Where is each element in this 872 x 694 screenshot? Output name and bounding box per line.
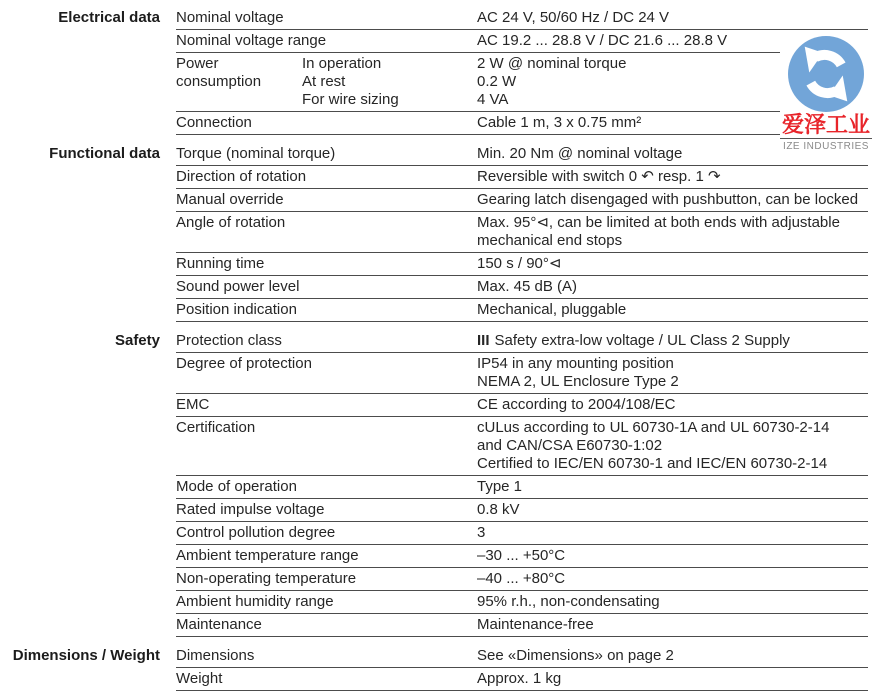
value-text: Type 1: [477, 478, 523, 495]
value-text: mechanical end stops: [477, 232, 623, 249]
value-text: 0.2 W: [477, 73, 517, 90]
property-label: Running time: [176, 255, 265, 272]
value-text: Approx. 1 kg: [477, 670, 562, 687]
sub-property-label: For wire sizing: [302, 91, 399, 108]
table-row: [176, 166, 868, 189]
value-rest: Safety extra-low voltage / UL Class 2 Supply: [494, 332, 790, 349]
value-text: Max. 95°⊲, can be limited at both ends with adjustable: [477, 214, 840, 231]
property-label: Torque (nominal torque): [176, 145, 336, 162]
value-bold-prefix: III: [477, 332, 490, 349]
value-text: IP54 in any mounting position: [477, 355, 674, 372]
section-label: Safety: [114, 332, 160, 349]
sub-property-label: At rest: [302, 73, 346, 90]
table-row: [176, 645, 868, 668]
value-text: Maintenance-free: [477, 616, 594, 633]
table-row: [176, 7, 868, 30]
value-text: Gearing latch disengaged with pushbutton, can be locked: [477, 191, 859, 208]
property-label: Rated impulse voltage: [176, 501, 325, 518]
value-text: 95% r.h., non-condensating: [477, 593, 660, 610]
table-row: [176, 212, 868, 253]
property-label: Ambient humidity range: [176, 593, 334, 610]
section-label: Electrical data: [58, 9, 160, 26]
value-text: and CAN/CSA E60730-1:02: [477, 437, 663, 454]
property-label: Certification: [176, 419, 256, 436]
property-label: Nominal voltage: [176, 9, 284, 26]
table-row: [176, 299, 868, 322]
property-label: Manual override: [176, 191, 284, 208]
table-row: [176, 568, 868, 591]
value-text: Reversible with switch 0 ↶ resp. 1 ↷: [477, 168, 721, 185]
property-label: Degree of protection: [176, 355, 312, 372]
property-label: Mode of operation: [176, 478, 297, 495]
section-safety: [0, 330, 872, 637]
logo-chinese-text: 爱泽工业: [781, 112, 870, 137]
value-text: Mechanical, pluggable: [477, 301, 627, 318]
value-text: CE according to 2004/108/EC: [477, 396, 676, 413]
value-text: Max. 45 dB (A): [477, 278, 578, 295]
property-label: Connection: [176, 114, 252, 131]
table-row: [176, 30, 868, 53]
table-row: [176, 53, 868, 112]
property-label: Dimensions: [176, 647, 255, 664]
section-label: Dimensions / Weight: [12, 647, 160, 664]
value-text: 150 s / 90°⊲: [477, 255, 562, 272]
value-text: 3: [477, 524, 486, 541]
table-row: [176, 353, 868, 394]
table-row: [176, 330, 868, 353]
table-row: [176, 112, 868, 135]
value-text: –40 ... +80°C: [477, 570, 566, 587]
table-row: [176, 143, 868, 166]
value-text: 2 W @ nominal torque: [477, 55, 627, 72]
property-label: Ambient temperature range: [176, 547, 359, 564]
value-text: AC 19.2 ... 28.8 V / DC 21.6 ... 28.8 V: [477, 32, 728, 49]
property-label: Non-operating temperature: [176, 570, 357, 587]
value-text: 4 VA: [477, 91, 509, 108]
value-text: cULus according to UL 60730-1A and UL 60730-2-14: [477, 419, 830, 436]
property-label: Protection class: [176, 332, 282, 349]
table-row: [176, 522, 868, 545]
table-row: [176, 189, 868, 212]
value-text: Cable 1 m, 3 x 0.75 mm²: [477, 114, 642, 131]
section-dimensions-weight: [0, 645, 872, 691]
table-row: [176, 614, 868, 637]
property-label: Position indication: [176, 301, 297, 318]
value-text: –30 ... +50°C: [477, 547, 566, 564]
table-row: [176, 276, 868, 299]
property-label: Direction of rotation: [176, 168, 307, 185]
table-row: [176, 253, 868, 276]
section-functional-data: [0, 143, 872, 322]
section-label: Functional data: [49, 145, 160, 162]
table-row: [176, 545, 868, 568]
value-text: 0.8 kV: [477, 501, 520, 518]
table-row: [176, 417, 868, 476]
table-row: [176, 499, 868, 522]
table-row: [176, 394, 868, 417]
value-text: See «Dimensions» on page 2: [477, 647, 674, 664]
property-label: Sound power level: [176, 278, 300, 295]
value-text: Min. 20 Nm @ nominal voltage: [477, 145, 683, 162]
logo-english-text: IZE INDUSTRIES: [783, 141, 869, 152]
value-text: Certified to IEC/EN 60730-1 and IEC/EN 60730-2-14: [477, 455, 828, 472]
sub-property-label: In operation: [302, 55, 382, 72]
value-text: [477, 332, 868, 350]
property-label: Power consumption: [176, 55, 262, 90]
table-row: [176, 591, 868, 614]
watermark-logo: [780, 36, 872, 152]
table-row: [176, 668, 868, 691]
property-label: Nominal voltage range: [176, 32, 327, 49]
property-label: Weight: [176, 670, 223, 687]
value-text: AC 24 V, 50/60 Hz / DC 24 V: [477, 9, 670, 26]
property-label: Maintenance: [176, 616, 262, 633]
value-text: NEMA 2, UL Enclosure Type 2: [477, 373, 679, 390]
property-label: Control pollution degree: [176, 524, 336, 541]
logo-rotation-arrows-icon: [788, 36, 864, 112]
section-electrical-data: [0, 7, 872, 135]
table-row: [176, 476, 868, 499]
property-label: EMC: [176, 396, 210, 413]
property-label: Angle of rotation: [176, 214, 286, 231]
logo-divider: [780, 138, 872, 139]
